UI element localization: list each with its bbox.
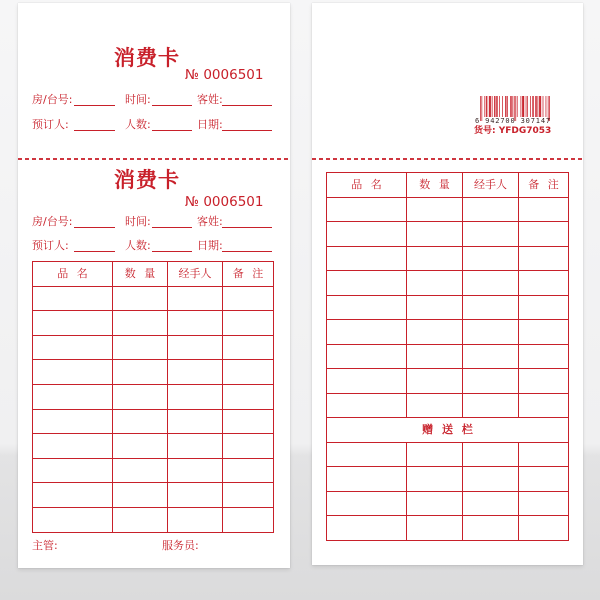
remarks-cell (519, 271, 569, 296)
item-name-cell (327, 246, 407, 271)
items-table (32, 261, 274, 533)
handler-cell (168, 384, 223, 409)
table-row (327, 516, 569, 541)
item-name-cell (33, 434, 113, 459)
item-name-cell (327, 393, 407, 418)
quantity-cell (113, 434, 168, 459)
table-row (327, 222, 569, 247)
handler-cell (463, 295, 519, 320)
table-row (327, 344, 569, 369)
booker-label: 预订人: (32, 118, 69, 131)
barcode-bar (530, 96, 531, 117)
item-name-cell (33, 286, 113, 311)
handler-cell (463, 320, 519, 345)
item-name-cell (327, 467, 407, 492)
stub-serial-number: № 0006501 (185, 67, 264, 83)
header-item-name: 品 名 (327, 173, 407, 198)
handler-cell (463, 393, 519, 418)
barcode-bar (490, 96, 491, 117)
quantity-cell (407, 295, 463, 320)
time-label: 时间: (125, 93, 151, 106)
remarks-cell (519, 197, 569, 222)
stub-title: 消费卡 (114, 45, 180, 70)
quantity-cell (113, 458, 168, 483)
info-row (32, 239, 273, 253)
remarks-cell (223, 458, 274, 483)
remarks-cell (223, 360, 274, 385)
barcode-bar (533, 96, 534, 117)
handler-cell (463, 467, 519, 492)
barcode-bar (497, 96, 498, 117)
item-name-cell (327, 197, 407, 222)
barcode-bar (526, 96, 527, 117)
booker-fill-line (74, 251, 115, 252)
gift-section-label: 赠 送 栏 (327, 418, 569, 443)
remarks-cell (519, 516, 569, 541)
item-name-cell (327, 516, 407, 541)
table-row (327, 369, 569, 394)
quantity-cell (113, 507, 168, 532)
server-label: 服务员: (162, 539, 199, 552)
card-title: 消费卡 (114, 167, 180, 192)
barcode-bar (505, 96, 506, 117)
quantity-cell (113, 409, 168, 434)
quantity-cell (113, 360, 168, 385)
table-row (327, 271, 569, 296)
party-size-fill-line (152, 251, 192, 252)
barcode-bar (495, 96, 496, 117)
table-row (33, 311, 274, 336)
barcode-bar (523, 96, 524, 117)
table-row (33, 384, 274, 409)
date-label: 日期: (197, 118, 223, 131)
room-fill-line (74, 105, 115, 106)
table-row (33, 483, 274, 508)
date-label: 日期: (197, 239, 223, 252)
handler-cell (463, 344, 519, 369)
quantity-cell (113, 384, 168, 409)
date-fill-line (222, 130, 272, 131)
remarks-cell (223, 311, 274, 336)
item-name-cell (327, 491, 407, 516)
table-row (327, 246, 569, 271)
remarks-cell (519, 222, 569, 247)
remarks-cell (519, 442, 569, 467)
date-fill-line (222, 251, 272, 252)
quantity-cell (407, 222, 463, 247)
barcode-bar (539, 96, 540, 117)
guest-name-label: 客姓: (197, 215, 223, 228)
handler-cell (463, 369, 519, 394)
info-row (32, 215, 273, 229)
quantity-cell (407, 491, 463, 516)
time-label: 时间: (125, 215, 151, 228)
header-handler: 经手人 (463, 173, 519, 198)
header-handler: 经手人 (168, 262, 223, 287)
quantity-cell (407, 393, 463, 418)
barcode-bar (523, 96, 524, 117)
table-row (33, 335, 274, 360)
quantity-cell (407, 246, 463, 271)
guest-name-fill-line (222, 105, 272, 106)
perforation-line (312, 158, 583, 160)
barcode-bar (540, 96, 541, 117)
table-row (33, 360, 274, 385)
quantity-cell (407, 197, 463, 222)
header-item-name: 品 名 (33, 262, 113, 287)
remarks-cell (519, 295, 569, 320)
time-fill-line (152, 227, 192, 228)
handler-cell (463, 516, 519, 541)
item-name-cell (33, 384, 113, 409)
table-row (327, 442, 569, 467)
quantity-cell (407, 516, 463, 541)
item-name-cell (33, 507, 113, 532)
table-row (327, 491, 569, 516)
barcode-bar (540, 96, 541, 117)
header-quantity: 数 量 (113, 262, 168, 287)
item-name-cell (33, 335, 113, 360)
barcode-bar (521, 96, 522, 117)
barcode-bar (536, 96, 537, 117)
handler-cell (168, 507, 223, 532)
barcode-bar (496, 96, 497, 117)
table-row (33, 286, 274, 311)
quantity-cell (113, 311, 168, 336)
handler-cell (168, 360, 223, 385)
barcode-bar (537, 96, 538, 117)
gift-section (327, 418, 569, 443)
guest-name-label: 客姓: (197, 93, 223, 106)
party-size-fill-line (152, 130, 192, 131)
handler-cell (168, 434, 223, 459)
barcode-bar (517, 96, 518, 117)
handler-cell (463, 197, 519, 222)
gift-table-body (327, 442, 569, 540)
quantity-cell (113, 483, 168, 508)
remarks-cell (519, 393, 569, 418)
stub-info-row (32, 93, 273, 107)
item-name-cell (33, 360, 113, 385)
remarks-cell (519, 491, 569, 516)
room-fill-line (74, 227, 115, 228)
barcode-bar (490, 96, 491, 117)
time-fill-line (152, 105, 192, 106)
serial-number: № 0006501 (185, 194, 264, 210)
barcode-bar (527, 96, 528, 117)
item-name-cell (327, 222, 407, 247)
remarks-cell (519, 344, 569, 369)
guest-name-fill-line (222, 227, 272, 228)
quantity-cell (407, 271, 463, 296)
barcode-bar (512, 96, 513, 117)
gift-section-row (327, 418, 569, 443)
room-label: 房/台号: (32, 215, 73, 228)
item-name-cell (327, 295, 407, 320)
item-name-cell (327, 271, 407, 296)
remarks-cell (223, 507, 274, 532)
remarks-cell (223, 384, 274, 409)
booker-label: 预订人: (32, 239, 69, 252)
barcode-bar (486, 96, 487, 117)
handler-cell (168, 335, 223, 360)
remarks-cell (519, 369, 569, 394)
barcode-bar (492, 96, 493, 117)
header-remarks: 备 注 (519, 173, 569, 198)
remarks-cell (519, 246, 569, 271)
table-row (33, 409, 274, 434)
barcode-bar (510, 96, 511, 117)
consumption-card-right (312, 3, 583, 565)
barcode-bar (506, 96, 507, 117)
quantity-cell (113, 335, 168, 360)
handler-cell (168, 286, 223, 311)
handler-cell (463, 222, 519, 247)
item-name-cell (33, 458, 113, 483)
room-label: 房/台号: (32, 93, 73, 106)
barcode-number: 6 942700 307147 (475, 117, 551, 125)
table-row (327, 320, 569, 345)
remarks-cell (519, 467, 569, 492)
table-header-row (327, 173, 569, 198)
barcode-bar (543, 96, 544, 117)
table-row (327, 197, 569, 222)
handler-cell (168, 311, 223, 336)
remarks-cell (519, 320, 569, 345)
item-name-cell (33, 311, 113, 336)
barcode-bar (484, 96, 485, 117)
table-row (327, 295, 569, 320)
party-size-label: 人数: (125, 118, 151, 131)
table-body (33, 286, 274, 532)
party-size-label: 人数: (125, 239, 151, 252)
barcode-bar (522, 96, 523, 117)
perforation-line (18, 158, 290, 160)
item-name-cell (327, 320, 407, 345)
booker-fill-line (74, 130, 115, 131)
header-remarks: 备 注 (223, 262, 274, 287)
supervisor-label: 主管: (32, 539, 58, 552)
barcode-bar (494, 96, 495, 117)
barcode-bar (532, 96, 533, 117)
table-row (33, 458, 274, 483)
item-name-cell (33, 483, 113, 508)
barcode-bar (489, 96, 490, 117)
remarks-cell (223, 286, 274, 311)
barcode-bar (499, 96, 500, 117)
handler-cell (463, 246, 519, 271)
remarks-cell (223, 409, 274, 434)
handler-cell (463, 442, 519, 467)
remarks-cell (223, 335, 274, 360)
remarks-cell (223, 483, 274, 508)
item-name-cell (33, 409, 113, 434)
table-row (327, 393, 569, 418)
table-row (33, 507, 274, 532)
table-body (327, 197, 569, 418)
table-row (33, 434, 274, 459)
quantity-cell (407, 442, 463, 467)
quantity-cell (407, 344, 463, 369)
handler-cell (168, 458, 223, 483)
barcode-bar (502, 96, 503, 117)
stub-info-row (32, 118, 273, 132)
barcode-bar (511, 96, 512, 117)
quantity-cell (113, 286, 168, 311)
item-name-cell (327, 369, 407, 394)
consumption-card-left (18, 3, 290, 568)
barcode-bar (535, 96, 536, 117)
item-name-cell (327, 344, 407, 369)
remarks-cell (223, 434, 274, 459)
quantity-cell (407, 320, 463, 345)
items-table (326, 172, 569, 541)
handler-cell (463, 491, 519, 516)
handler-cell (463, 271, 519, 296)
header-quantity: 数 量 (407, 173, 463, 198)
barcode-bar (507, 96, 508, 117)
barcode-bar (546, 96, 547, 117)
quantity-cell (407, 467, 463, 492)
table-header-row (33, 262, 274, 287)
item-name-cell (327, 442, 407, 467)
handler-cell (168, 483, 223, 508)
quantity-cell (407, 369, 463, 394)
handler-cell (168, 409, 223, 434)
barcode-bar (487, 96, 488, 117)
item-number: 货号: YFDG7053 (474, 126, 552, 136)
table-row (327, 467, 569, 492)
